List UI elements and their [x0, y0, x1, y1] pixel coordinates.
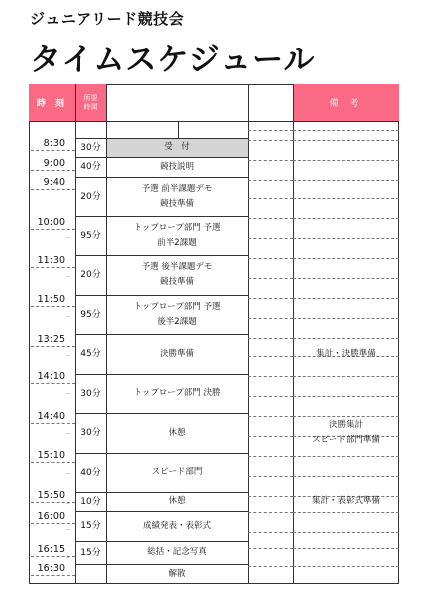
time-label: 15:10 — [37, 450, 65, 461]
guide-line — [248, 476, 293, 477]
duration-cell: 20分 — [80, 191, 101, 202]
tick-mark: ·· — [66, 471, 70, 478]
note-cell: 集計・表彰式準備 — [311, 496, 380, 506]
guide-line — [248, 436, 293, 437]
time-label: 11:50 — [37, 294, 65, 305]
row-divider — [75, 138, 248, 139]
activity-cell-line2: 競技準備 — [159, 277, 194, 287]
guide-line — [248, 376, 293, 377]
guide-line — [31, 462, 75, 463]
tick-mark: ·· — [66, 274, 70, 281]
duration-cell: 40分 — [80, 467, 101, 478]
row-divider — [75, 334, 248, 335]
duration-cell: 20分 — [80, 270, 101, 280]
guide-line — [248, 356, 293, 357]
guide-line — [248, 198, 293, 199]
row-divider — [75, 255, 248, 256]
guide-line — [293, 130, 399, 131]
page-title: タイムスケジュール — [30, 42, 316, 78]
activity-cell: 総括・記念写真 — [147, 547, 207, 557]
duration-cell: 30分 — [80, 142, 101, 153]
duration-cell: 40分 — [80, 162, 101, 172]
guide-line — [248, 548, 293, 549]
guide-line — [293, 278, 399, 279]
guide-line — [31, 170, 75, 171]
time-label: 16:30 — [37, 563, 65, 574]
guide-line — [248, 566, 293, 567]
guide-line — [248, 258, 293, 259]
guide-line — [31, 423, 75, 424]
activity-cell: 休憩 — [168, 427, 186, 438]
tick-mark: ·· — [66, 555, 70, 562]
row-divider — [75, 216, 248, 217]
guide-line — [293, 298, 399, 299]
header-duration — [75, 84, 106, 121]
tick-mark: ·· — [66, 353, 70, 360]
note-cell: 決勝集計 — [328, 420, 363, 430]
guide-line — [293, 338, 399, 339]
guide-line — [31, 306, 75, 307]
guide-line — [248, 238, 293, 239]
guide-line — [31, 267, 75, 268]
guide-line — [293, 198, 399, 199]
activity-cell: スピード部門 — [151, 467, 203, 477]
tick-mark: ·· — [66, 431, 70, 438]
time-label: 10:00 — [37, 217, 65, 228]
activity-cell: 予選 後半課題デモ — [141, 262, 213, 272]
activity-cell: 休憩 — [168, 496, 186, 506]
guide-line — [248, 456, 293, 457]
activity-cell: 予選 前半課題デモ — [141, 183, 213, 194]
time-label: 9:40 — [43, 177, 65, 188]
duration-cell: 45分 — [80, 349, 101, 359]
guide-line — [31, 150, 75, 151]
guide-line — [248, 512, 293, 513]
activity-cell: トップロープ部門 決勝 — [133, 388, 221, 398]
guide-line — [293, 396, 399, 397]
guide-line — [248, 140, 293, 141]
guide-line — [31, 383, 75, 384]
guide-line — [293, 160, 399, 161]
time-label: 14:10 — [37, 371, 65, 382]
duration-cell: 95分 — [80, 230, 101, 241]
activity-cell-line2: 競技準備 — [159, 198, 194, 209]
guide-line — [248, 278, 293, 279]
header-notes: 備 考 — [293, 84, 399, 121]
header-time: 時 刻 — [29, 84, 75, 121]
row-divider — [75, 157, 248, 158]
guide-line — [293, 548, 399, 549]
row-divider — [75, 511, 248, 512]
activity-cell: トップロープ部門 予選 — [133, 222, 221, 233]
tick-mark: ·· — [66, 391, 70, 398]
guide-line — [248, 218, 293, 219]
guide-line — [248, 496, 293, 497]
guide-line — [293, 512, 399, 513]
guide-line — [248, 160, 293, 161]
tick-mark: ·· — [66, 235, 70, 242]
guide-line — [248, 532, 293, 533]
guide-line — [293, 140, 399, 141]
activity-cell: トップロープ部門 予選 — [133, 301, 221, 312]
note-cell-line2: スピード部門準備 — [312, 435, 380, 445]
activity-cell: 成績発表・表彰式 — [142, 520, 211, 531]
tick-mark: ·· — [66, 527, 70, 534]
guide-line — [248, 130, 293, 131]
row-divider — [75, 541, 248, 542]
row-divider — [75, 453, 248, 454]
guide-line — [293, 476, 399, 477]
header-divider — [29, 121, 399, 122]
activity-cell: 受 付 — [164, 142, 190, 152]
time-label: 13:25 — [37, 334, 65, 345]
guide-line — [248, 180, 293, 181]
guide-line — [293, 566, 399, 567]
guide-line — [248, 318, 293, 319]
time-label: 9:00 — [43, 158, 65, 169]
guide-line — [31, 575, 75, 576]
duration-cell: 30分 — [80, 388, 101, 399]
activity-cell: 競技説明 — [159, 161, 194, 172]
guide-line — [248, 396, 293, 397]
row-divider — [75, 177, 248, 178]
guide-line — [293, 238, 399, 239]
guide-line — [293, 258, 399, 259]
event-subtitle: ジュニアリード競技会 — [30, 10, 185, 28]
duration-cell: 10分 — [80, 496, 101, 507]
time-label: 15:50 — [37, 490, 65, 501]
row-divider — [75, 413, 248, 414]
guide-line — [248, 298, 293, 299]
guide-line — [248, 416, 293, 417]
row-divider — [75, 374, 248, 375]
activity-cell: 解散 — [168, 568, 186, 579]
guide-line — [293, 416, 399, 417]
header-duration-line1: 所要 — [83, 93, 98, 102]
tick-mark: ·· — [66, 187, 70, 194]
duration-cell: 15分 — [80, 521, 101, 531]
duration-cell: 95分 — [80, 309, 101, 320]
time-label: 14:40 — [37, 411, 65, 422]
time-label: 16:00 — [37, 511, 65, 522]
guide-line — [31, 523, 75, 524]
row-divider — [75, 492, 248, 493]
guide-line — [293, 532, 399, 533]
guide-line — [293, 376, 399, 377]
row-divider — [75, 295, 248, 296]
column-divider — [248, 84, 249, 584]
tick-mark: ·· — [66, 314, 70, 321]
activity-cell-line2: 前半2課題 — [157, 237, 197, 248]
activity-cell: 決勝準備 — [159, 348, 194, 359]
guide-line — [293, 456, 399, 457]
row-divider — [75, 564, 248, 565]
tick-mark: ·· — [66, 501, 70, 508]
duration-cell: 15分 — [80, 547, 101, 558]
column-divider — [178, 121, 179, 138]
activity-cell-line2: 後半2課題 — [157, 316, 197, 327]
guide-line — [293, 180, 399, 181]
note-cell: 集計・決勝準備 — [316, 348, 376, 359]
time-label: 16:15 — [37, 544, 65, 555]
duration-cell: 30分 — [80, 428, 101, 438]
guide-line — [31, 229, 75, 230]
column-divider — [293, 84, 294, 584]
guide-line — [293, 318, 399, 319]
header-duration-line2: 時間 — [83, 102, 98, 111]
time-label: 8:30 — [43, 138, 65, 149]
time-label: 11:30 — [37, 255, 65, 266]
guide-line — [293, 218, 399, 219]
guide-line — [31, 346, 75, 347]
guide-line — [248, 338, 293, 339]
